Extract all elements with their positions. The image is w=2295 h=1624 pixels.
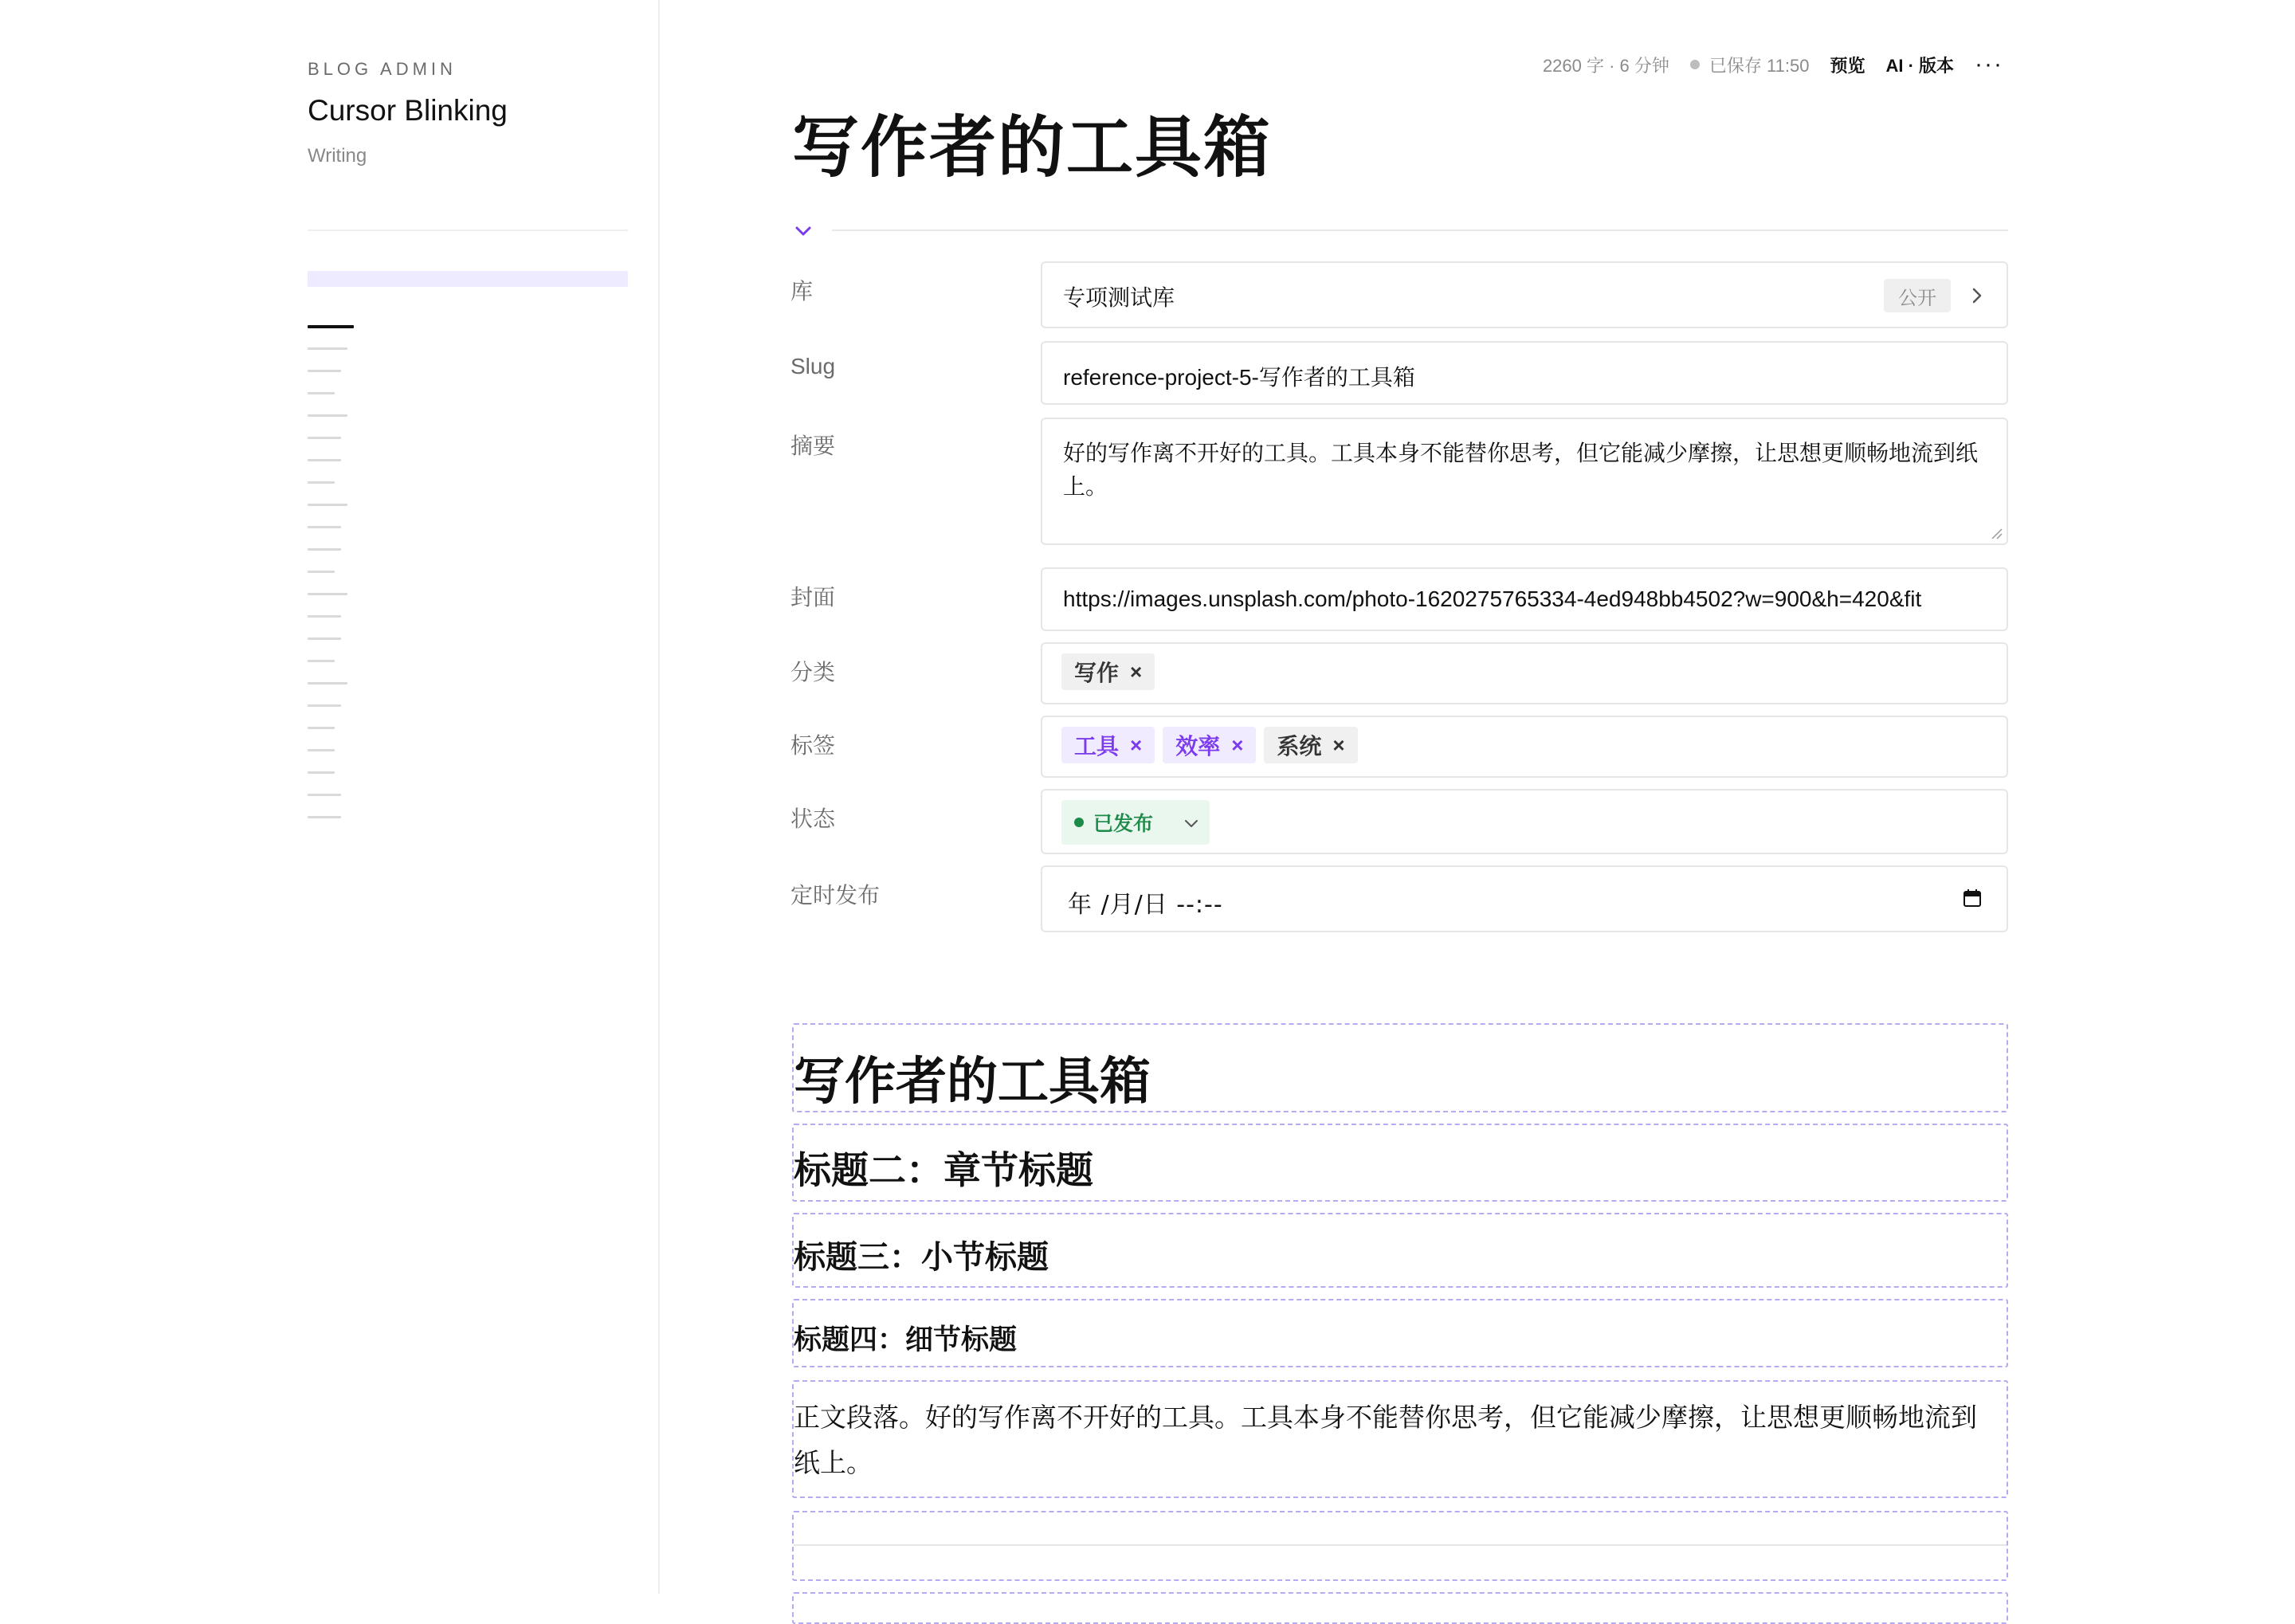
- outline-item[interactable]: [308, 437, 341, 439]
- outline-item[interactable]: [308, 526, 341, 528]
- editor-block-divider[interactable]: [792, 1511, 2008, 1581]
- cover-url-input[interactable]: [1041, 567, 2008, 631]
- editor-block-next[interactable]: [792, 1592, 2008, 1624]
- paragraph[interactable]: 正文段落。好的写作离不开好的工具。工具本身不能替你思考，但它能减少摩擦，让思想更顺畅地流到纸上。: [794, 1402, 1977, 1477]
- chevron-down-icon[interactable]: [792, 220, 814, 242]
- tags-chip-input[interactable]: [1041, 716, 2008, 778]
- summary-label: 摘要: [790, 433, 836, 458]
- chip-label: 工具: [1074, 734, 1120, 759]
- category-chip-input[interactable]: [1041, 642, 2008, 704]
- horizontal-rule: [794, 1544, 2007, 1546]
- status-dot-icon: [1074, 818, 1084, 827]
- summary-value: 好的写作离不开好的工具。工具本身不能替你思考，但它能减少摩擦，让思想更顺畅地流到纸上。: [1063, 441, 1979, 499]
- meta-divider: [832, 229, 2008, 231]
- status-field: [1041, 789, 2008, 854]
- cover-url-value: https://images.unsplash.com/photo-1620275765334-4ed948bb4502?w=900&h=420&fit: [1063, 586, 1922, 611]
- sidebar: [0, 0, 660, 1594]
- outline-item[interactable]: [308, 727, 335, 729]
- outline-item[interactable]: [308, 325, 354, 328]
- chip-label: 写作: [1074, 661, 1120, 685]
- editor-topbar: [1543, 51, 2003, 78]
- ai-version-button[interactable]: AI · 版本: [1885, 55, 1955, 76]
- chevron-right-icon[interactable]: [1967, 285, 1987, 306]
- schedule-value: 年 /月/日 --:--: [1068, 891, 1223, 919]
- outline-item[interactable]: [308, 347, 347, 350]
- brand-subtitle: Writing: [308, 145, 367, 167]
- cover-label: 封面: [790, 585, 836, 610]
- status-select[interactable]: [1061, 800, 1210, 845]
- sidebar-divider: [308, 229, 628, 231]
- tags-label: 标签: [790, 733, 836, 758]
- brand-title[interactable]: Cursor Blinking: [308, 94, 508, 127]
- remove-chip-icon[interactable]: ×: [1130, 732, 1143, 757]
- tag-chips: [1061, 727, 1358, 763]
- save-status: [1690, 53, 1810, 77]
- remove-chip-icon[interactable]: ×: [1130, 659, 1143, 684]
- save-status-dot-icon: [1690, 60, 1700, 69]
- category-label: 分类: [790, 660, 836, 685]
- brand-kicker: BLOG ADMIN: [308, 59, 457, 79]
- page-title[interactable]: 写作者的工具箱: [792, 110, 1273, 185]
- editor-block-h2[interactable]: [792, 1124, 2008, 1202]
- word-count-stats: 2260 字 · 6 分钟: [1542, 55, 1669, 76]
- chip-label: 效率: [1175, 734, 1221, 759]
- editor-block-h4[interactable]: [792, 1299, 2008, 1367]
- outline-item[interactable]: [308, 548, 341, 551]
- library-label: 库: [790, 279, 814, 304]
- outline-item[interactable]: [308, 660, 335, 662]
- outline-item[interactable]: [308, 816, 341, 818]
- more-options-icon[interactable]: ···: [1975, 51, 2003, 77]
- library-selector[interactable]: [1041, 261, 2008, 328]
- schedule-label: 定时发布: [790, 883, 881, 908]
- outline-item[interactable]: [308, 749, 335, 751]
- category-chip: [1061, 653, 1155, 690]
- slug-input[interactable]: [1041, 341, 2008, 405]
- sidebar-active-item[interactable]: [308, 271, 628, 287]
- chevron-down-icon[interactable]: [1183, 814, 1200, 832]
- category-chips: [1061, 653, 1155, 690]
- outline-item[interactable]: [308, 771, 335, 774]
- remove-chip-icon[interactable]: ×: [1332, 732, 1345, 757]
- outline-item[interactable]: [308, 392, 335, 394]
- outline-item[interactable]: [308, 704, 341, 707]
- slug-label: Slug: [790, 354, 836, 379]
- library-value: 专项测试库: [1063, 285, 1175, 310]
- save-status-text: 已保存 11:50: [1708, 55, 1810, 76]
- slug-value: reference-project-5-写作者的工具箱: [1063, 365, 1415, 390]
- outline-item[interactable]: [308, 459, 341, 461]
- heading-3[interactable]: 标题三：小节标题: [794, 1240, 1049, 1275]
- outline-item[interactable]: [308, 481, 335, 484]
- status-label: 状态: [790, 806, 836, 831]
- editor-block-paragraph[interactable]: [792, 1380, 2008, 1498]
- outline-item[interactable]: [308, 593, 347, 595]
- resize-handle-icon[interactable]: [1989, 526, 2003, 540]
- outline-item[interactable]: [308, 370, 341, 372]
- chip-label: 系统: [1277, 734, 1322, 759]
- tag-chip: [1264, 727, 1357, 763]
- tag-chip: [1163, 727, 1256, 763]
- heading-1[interactable]: 写作者的工具箱: [794, 1053, 1151, 1110]
- editor-block-h3[interactable]: [792, 1213, 2008, 1288]
- outline-item[interactable]: [308, 637, 341, 640]
- schedule-datetime-input[interactable]: [1041, 865, 2008, 932]
- status-value: 已发布: [1093, 813, 1154, 835]
- outline-item[interactable]: [308, 504, 347, 506]
- remove-chip-icon[interactable]: ×: [1231, 732, 1244, 757]
- outline-item[interactable]: [308, 794, 341, 796]
- tag-chip: [1061, 727, 1155, 763]
- preview-button[interactable]: 预览: [1830, 55, 1865, 76]
- heading-2[interactable]: 标题二：章节标题: [794, 1149, 1093, 1191]
- heading-4[interactable]: 标题四：细节标题: [794, 1324, 1018, 1355]
- calendar-icon[interactable]: [1962, 888, 1983, 908]
- outline-item[interactable]: [308, 682, 347, 685]
- editor-block-h1[interactable]: [792, 1023, 2008, 1112]
- outline-item[interactable]: [308, 414, 347, 417]
- outline-item[interactable]: [308, 615, 341, 618]
- outline-item[interactable]: [308, 571, 335, 573]
- summary-textarea[interactable]: [1041, 418, 2008, 545]
- library-visibility-badge: 公开: [1884, 279, 1951, 312]
